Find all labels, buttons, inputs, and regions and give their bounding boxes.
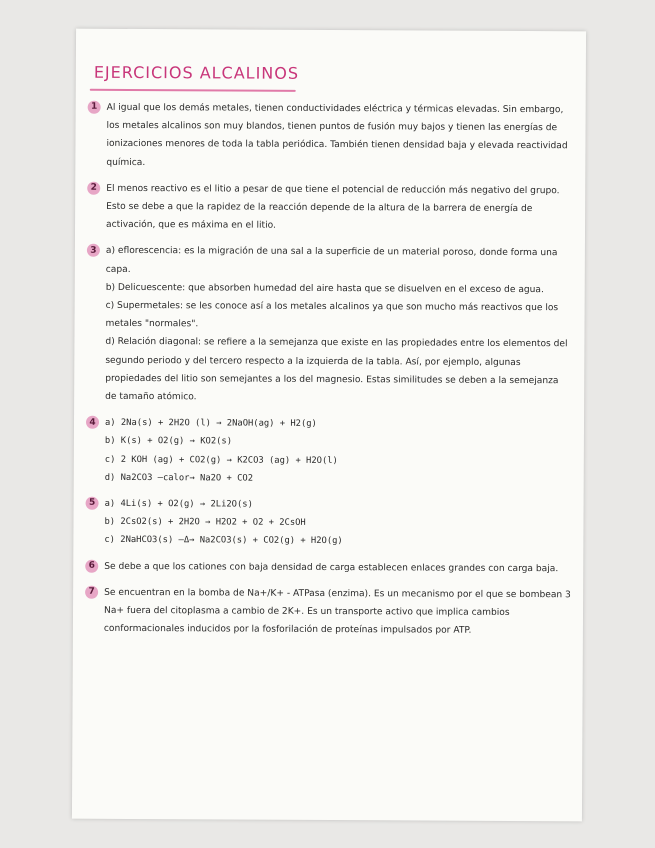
exercise-number-badge: 6 bbox=[85, 559, 98, 572]
subitem-d: d) Relación diagonal: se refiere a la semejanza que existe en las propiedades entre los elementos del segundo periodo y del tercero respecto a la izquierda de la tabla. Así, por ejemplo, algunas propiedades del litio son semejantes a los del magnesio. Estas similitudes se deben a la semejanza de tamaño atómico. bbox=[105, 337, 568, 403]
reaction-c: c) 2 KOH (ag) + CO2(g) → K2CO3 (ag) + H2O(l) bbox=[104, 454, 338, 466]
exercise-3 bbox=[86, 242, 573, 408]
exercise-text: El menos reactivo es el litio a pesar de que tiene el potencial de reducción más negativo del grupo. Esto se debe a que la rapidez de la reacción depende de la altura de la barrera de energía de activación, que es máxima en el litio. bbox=[106, 183, 560, 231]
reaction-a: a) 4Li(s) + O2(g) → 2Li2O(s) bbox=[104, 498, 253, 510]
exercise-number-badge: 1 bbox=[88, 101, 101, 114]
exercise-list bbox=[85, 99, 574, 649]
exercise-4 bbox=[86, 414, 572, 489]
reaction-d: d) Na2CO3 —calor→ Na2O + CO2 bbox=[104, 472, 254, 484]
exercise-text: Se encuentran en la bomba de Na+/K+ - ATPasa (enzima). Es un mecanismo por el que se bombean 3 Na+ fuera del citoplasma a cambio de 2K+. Es un transporte activo que implica cambios conformacionales inducidos por la fosforilación de proteínas impulsados por ATP. bbox=[103, 587, 571, 637]
reaction-a: a) 2Na(s) + 2H2O (l) → 2NaOH(ag) + H2(g) bbox=[104, 418, 317, 430]
exercise-5 bbox=[85, 495, 571, 552]
notebook-page bbox=[72, 29, 586, 822]
subitem-c: c) Supermetales: se les conoce así a los metales alcalinos ya que son mucho más reactivos que los metales "normales". bbox=[105, 300, 559, 330]
exercise-text: Al igual que los demás metales, tienen conductividades eléctrica y térmicas elevadas. Sin embargo, los metales alcalinos son muy blandos, tienen puntos de fusión muy bajos y tienen las energías de ionizaciones menores de toda la tabla periódica. También tienen densidad baja y elevada reactividad química. bbox=[106, 102, 568, 168]
title-underline bbox=[90, 89, 296, 92]
exercise-6 bbox=[85, 557, 571, 578]
exercise-number-badge: 3 bbox=[87, 244, 100, 257]
exercise-number-badge: 7 bbox=[85, 586, 98, 599]
exercise-2 bbox=[87, 180, 573, 237]
page-title: EJERCICIOS ALCALINOS bbox=[93, 62, 300, 83]
reaction-b: b) K(s) + O2(g) → KO2(s) bbox=[104, 436, 233, 447]
exercise-text: Se debe a que los cationes con baja densidad de carga establecen enlaces grandes con carga baja. bbox=[104, 561, 559, 574]
exercise-7 bbox=[85, 584, 571, 641]
reaction-c: c) 2NaHCO3(s) —Δ→ Na2CO3(s) + CO2(g) + H2O(g) bbox=[104, 535, 343, 547]
exercise-number-badge: 2 bbox=[87, 182, 100, 195]
subitem-a: a) eflorescencia: es la migración de una sal a la superficie de un material poroso, donde forma una capa. bbox=[105, 246, 558, 275]
exercise-number-badge: 5 bbox=[86, 497, 99, 510]
exercise-number-badge: 4 bbox=[86, 416, 99, 429]
exercise-1 bbox=[87, 99, 573, 174]
reaction-b: b) 2CsO2(s) + 2H2O → H2O2 + O2 + 2CsOH bbox=[104, 517, 306, 529]
subitem-b: b) Delicuescente: que absorben humedad del aire hasta que se disuelven en el exceso de agua. bbox=[105, 282, 544, 295]
